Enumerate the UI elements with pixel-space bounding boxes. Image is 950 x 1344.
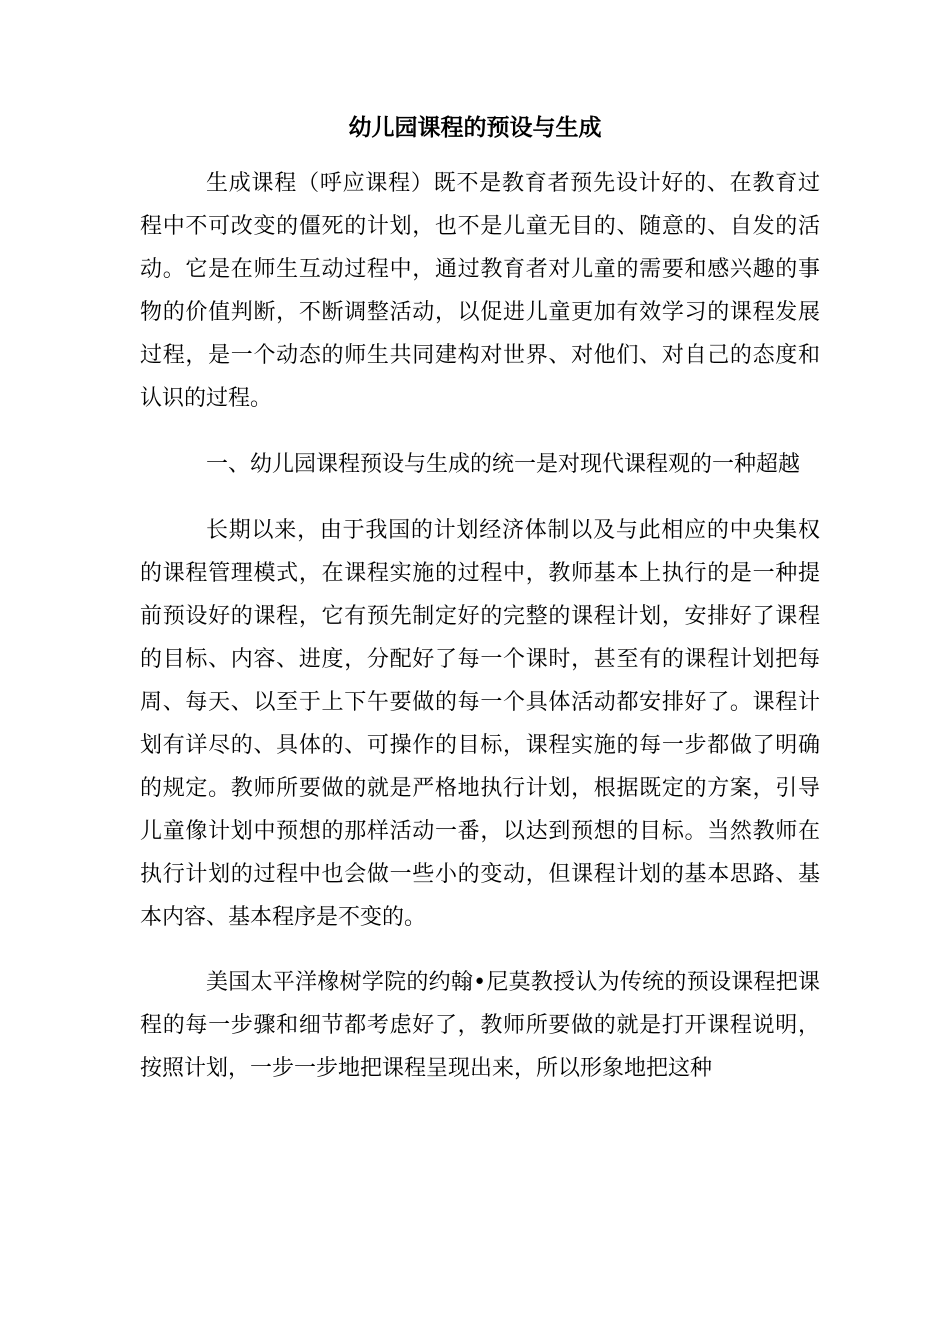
section-heading-1: 一、幼儿园课程预设与生成的统一是对现代课程观的一种超越 xyxy=(206,452,801,477)
paragraph-nimmo-view: 美国太平洋橡树学院的约翰•尼莫教授认为传统的预设课程把课程的每一步骤和细节都考虑好了，教师所要做的就是打开课程说明，按照计划，一步一步地把课程呈现出来，所以形象地把这种 xyxy=(140,970,820,1081)
paragraph-intro: 生成课程（呼应课程）既不是教育者预先设计好的、在教育过程中不可改变的僵死的计划，也不是儿童无目的、随意的、自发的活动。它是在师生互动过程中，通过教育者对儿童的需要和感兴趣的事物的价值判断，不断调整活动，以促进儿童更加有效学习的课程发展过程，是一个动态的师生共同建构对世界、对他们、对自己的态度和认识的过程。 xyxy=(140,171,820,411)
paragraph-traditional-curriculum: 长期以来，由于我国的计划经济体制以及与此相应的中央集权的课程管理模式，在课程实施的过程中，教师基本上执行的是一种提前预设好的课程，它有预先制定好的完整的课程计划，安排好了课程的目标、内容、进度，分配好了每一个课时，甚至有的课程计划把每周、每天、以至于上下午要做的每一个具体活动都安排好了。课程计划有详尽的、具体的、可操作的目标，课程实施的每一步都做了明确的规定。教师所要做的就是严格地执行计划，根据既定的方案，引导儿童像计划中预想的那样活动一番，以达到预想的目标。当然教师在执行计划的过程中也会做一些小的变动，但课程计划的基本思路、基本内容、基本程序是不变的。 xyxy=(140,518,820,930)
document-body xyxy=(140,162,820,1090)
document-title: 幼儿园课程的预设与生成 xyxy=(348,115,602,141)
